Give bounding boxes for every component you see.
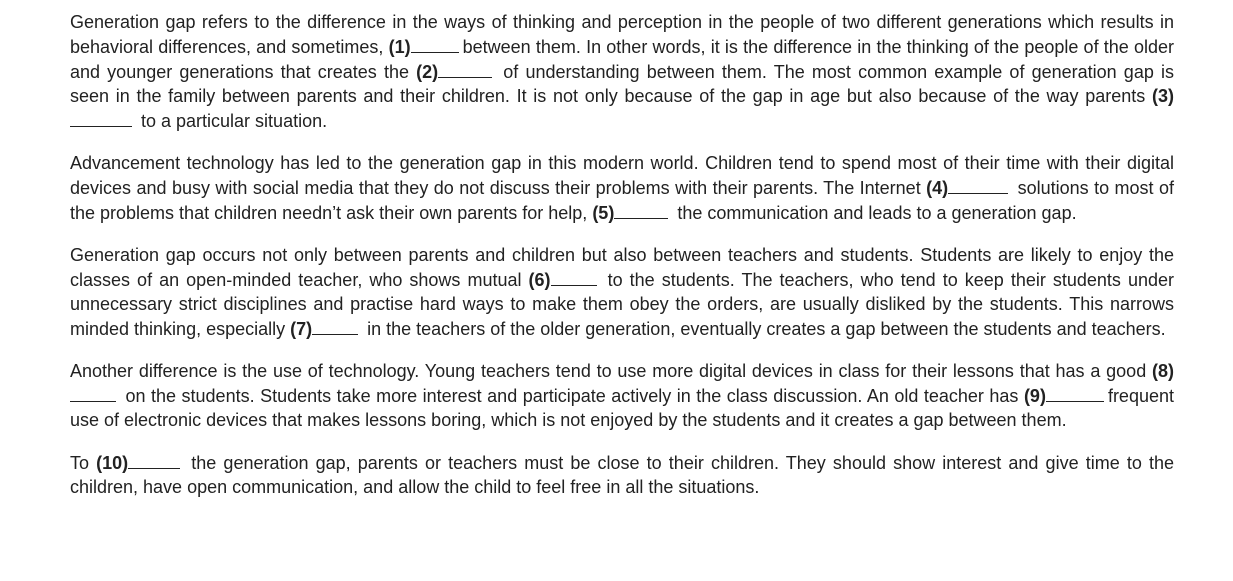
paragraph-text: frequent use of electronic devices that makes lessons boring, which is not enjoyed by the students and it creates a gap between them. [70,386,1174,430]
answer-blank[interactable] [614,200,668,219]
answer-blank[interactable] [70,383,116,402]
paragraph [70,10,1174,133]
blank-number: (8) [1152,361,1174,381]
blank-number: (6) [528,270,551,290]
paragraph-text: the generation gap, parents or teachers must be close to their children. They should show interest and give time to the children, have open communication, and allow the child to feel free in all the situations. [70,453,1174,497]
blank-number: (2) [416,62,439,82]
blank-number: (7) [290,319,313,339]
paragraph-text: solutions to most of the problems that children needn’t ask their own parents for help, [70,178,1175,223]
paragraph-text: Another difference is the use of technology. Young teachers tend to use more digital devices in class for their lessons that has a good [70,361,1152,381]
blank-number: (3) [1152,86,1174,106]
paragraph-text: between them. In other words, it is the difference in the thinking of the people of the older and younger generations that creates the [70,37,1175,82]
paragraph-text: To [70,453,97,473]
paragraph-text: on the students. Students take more interest and participate actively in the class discussion. An old teacher has [120,386,1024,406]
cloze-passage [70,10,1174,517]
blank-number: (10) [96,453,129,473]
blank-number: (5) [592,203,615,223]
answer-blank[interactable] [551,267,597,286]
blank-number: (9) [1023,386,1046,406]
answer-blank[interactable] [438,59,492,78]
blank-number: (4) [926,178,949,198]
answer-blank[interactable] [411,34,459,53]
paragraph [70,151,1174,225]
paragraph-text: to the students. The teachers, who tend to keep their students under unnecessary strict disciplines and practise hard ways to make them obey the orders, are usually disliked by the students. This narrows minded thinking, especially [70,270,1174,339]
paragraph [70,359,1174,432]
paragraph-text: Advancement technology has led to the generation gap in this modern world. Children tend to spend most of their time with their digital devices and busy with social media that they do not discuss their problems with their parents. The Internet [70,153,1174,198]
answer-blank[interactable] [948,175,1008,194]
answer-blank[interactable] [1046,383,1104,402]
paragraph-text: in the teachers of the older generation, eventually creates a gap between the students and teachers. [362,319,1166,339]
answer-blank[interactable] [70,108,132,127]
paragraph-text: Generation gap refers to the difference in the ways of thinking and perception in the people of two different generations which results in behavioral differences, and sometimes, [70,12,1174,57]
paragraph-text: Generation gap occurs not only between parents and children but also between teachers and students. Students are likely to enjoy the classes of an open-minded teacher, who shows mutual [70,245,1174,290]
paragraph [70,450,1174,499]
paragraph-text: to a particular situation. [136,111,328,131]
paragraph-text: of understanding between them. The most common example of generation gap is seen in the family between parents and their children. It is not only because of the gap in age but also because of the way parents [70,62,1174,106]
answer-blank[interactable] [128,450,180,469]
blank-number: (1) [388,37,411,57]
paragraph-text: the communication and leads to a generation gap. [672,203,1077,223]
paragraph [70,243,1174,341]
answer-blank[interactable] [312,316,358,335]
